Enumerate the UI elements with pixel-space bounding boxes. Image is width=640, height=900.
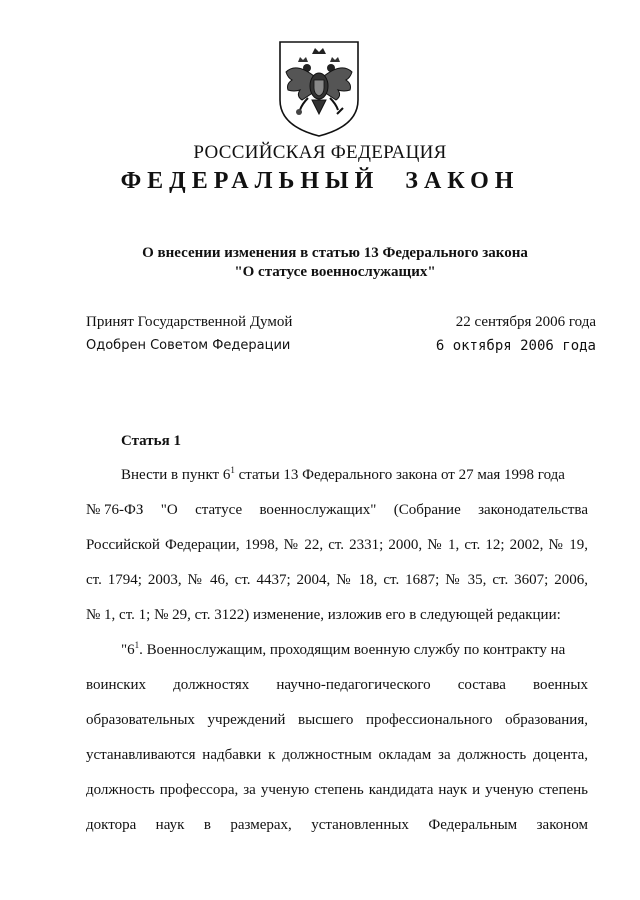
article-body [86, 458, 588, 843]
p1-line-2-word: № 76-ФЗ [86, 502, 144, 518]
p1-line-5: № 1, ст. 1; № 29, ст. 3122) изменение, изложив его в следующей редакции: [86, 607, 561, 623]
p1-line-2 [86, 493, 588, 528]
law-type-title: ФЕДЕРАЛЬНЫЙ ЗАКОН [120, 168, 520, 194]
p1-line-2-word: законодательства [478, 502, 588, 518]
p1-line-2-word: "О [160, 502, 178, 518]
p1-line-4: ст. 1794; 2003, № 46, ст. 4437; 2004, № 18, ст. 1687; № 35, ст. 3607; 2006, [86, 572, 588, 588]
law-subject-line-1: О внесении изменения в статью 13 Федерального закона [142, 245, 528, 261]
p1-line-2-word: статусе [195, 502, 243, 518]
p2-line-1-sup: 1 [134, 640, 140, 650]
duma-label: Принят Государственной Думой [86, 314, 293, 330]
p1-line-3: Российской Федерации, 1998, № 22, ст. 2331; 2000, № 1, ст. 12; 2002, № 19, [86, 537, 588, 553]
p2-line-6-word: установленных [311, 817, 409, 833]
p2-line-1-b: . Военнослужащим, проходящим военную службу по контракту на [139, 642, 566, 658]
council-label: Одобрен Советом Федерации [86, 338, 291, 353]
p1-line-1-b: статьи 13 Федерального закона от 27 мая 1998 года [234, 467, 565, 483]
p2-line-6-word: Федеральным [428, 817, 518, 833]
coat-of-arms-emblem [274, 38, 364, 138]
p2-line-2-word: воинских [86, 677, 147, 693]
p2-line-6-word: в [203, 817, 211, 833]
p2-line-2-word: военных [533, 677, 588, 693]
p1-line-2-word: военнослужащих" [259, 502, 377, 518]
p2-line-2 [86, 668, 588, 703]
p1-line-1-sup: 1 [230, 465, 235, 475]
country-title: РОССИЙСКАЯ ФЕДЕРАЦИЯ [193, 142, 447, 163]
p1-line-2-word: (Собрание [393, 502, 461, 518]
p2-line-1-a: "6 [121, 642, 135, 658]
p2-line-4: устанавливаются надбавки к должностным окладам за должность доцента, [86, 747, 588, 763]
p1-line-1 [86, 458, 588, 493]
p2-line-5: должность профессора, за ученую степень кандидата наук и ученую степень [86, 782, 588, 798]
p2-line-6-word: наук [155, 817, 185, 833]
p2-line-6-word: размерах, [230, 817, 292, 833]
p1-line-1-a: Внести в пункт 6 [121, 467, 231, 483]
p2-line-1 [86, 633, 588, 668]
p2-line-2-word: должностях [173, 677, 250, 693]
council-date: 6 октября 2006 года [435, 338, 596, 354]
duma-date: 22 сентября 2006 года [455, 314, 596, 330]
law-subject-line-2: "О статусе военнослужащих" [234, 264, 436, 280]
p2-line-6-word: доктора [86, 817, 137, 833]
p2-line-2-word: научно-педагогического [276, 677, 431, 693]
law-subject [0, 244, 640, 282]
p2-line-3: образовательных учреждений высшего профессионального образования, [86, 712, 588, 728]
p2-line-6 [86, 808, 588, 843]
article-title: Статья 1 [121, 433, 181, 449]
p2-line-2-word: состава [457, 677, 506, 693]
p2-line-6-word: законом [536, 817, 588, 833]
